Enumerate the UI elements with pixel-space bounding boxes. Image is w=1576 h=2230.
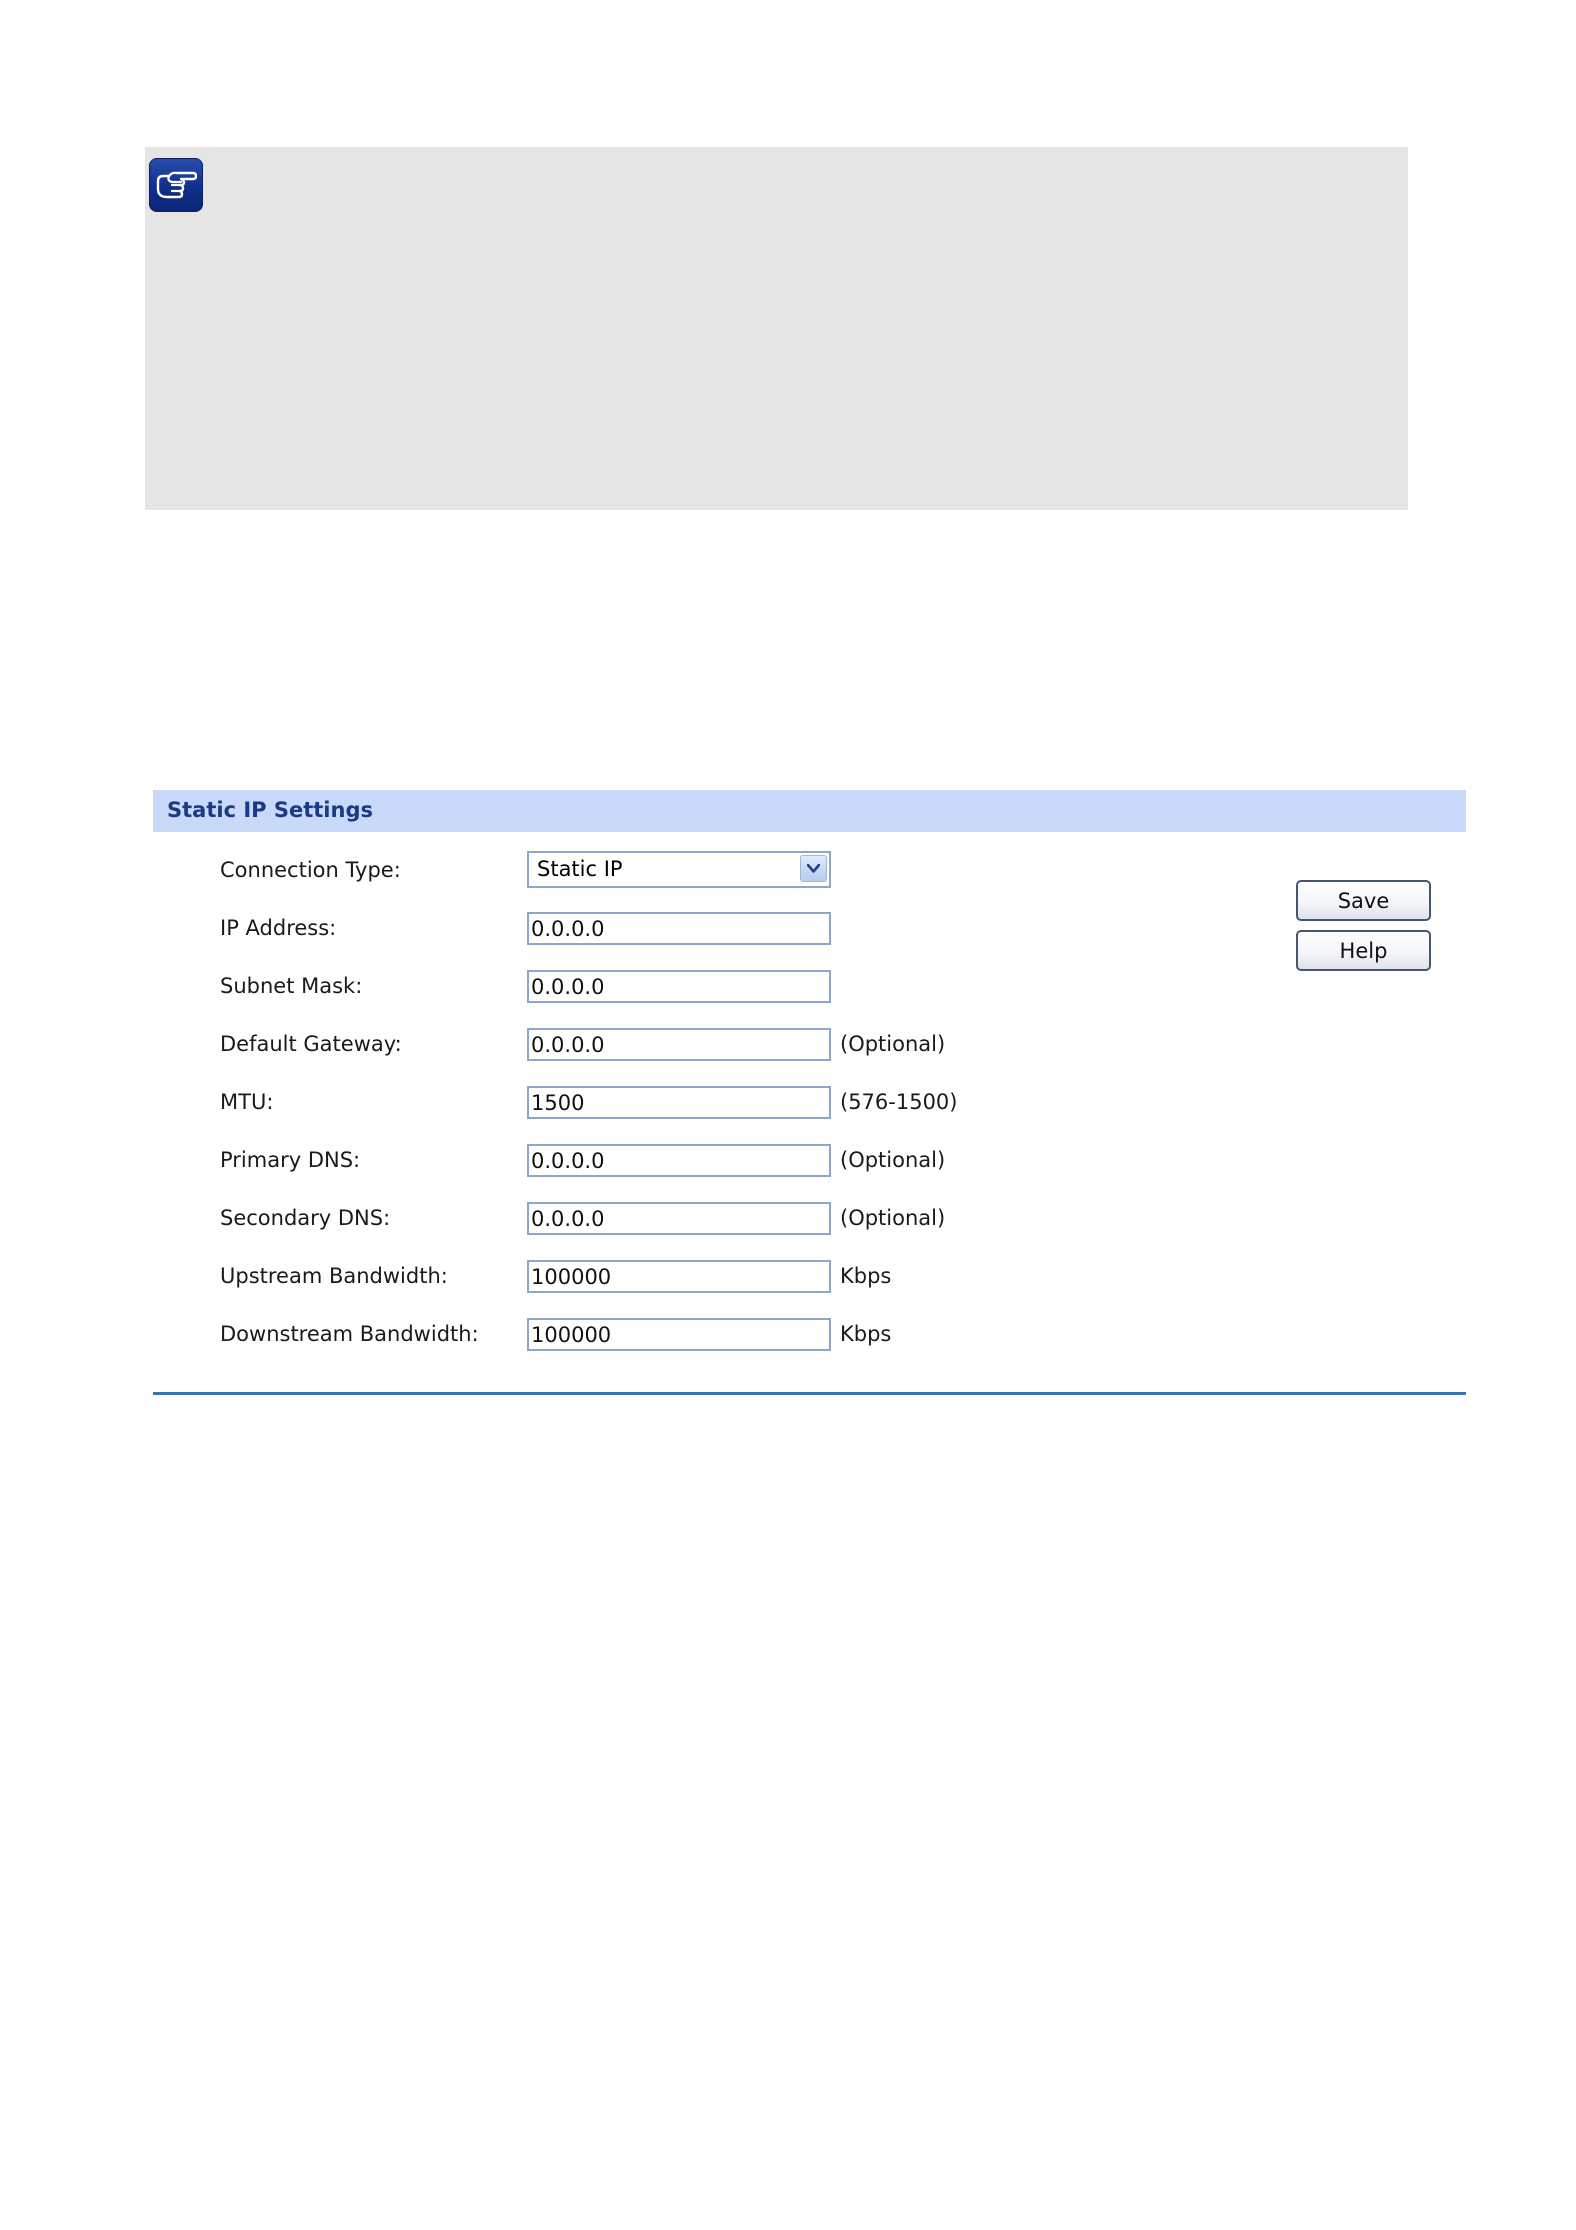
- subnet-mask-label: Subnet Mask:: [220, 974, 363, 998]
- ip-address-row: [220, 912, 1120, 946]
- upstream-bandwidth-unit: Kbps: [840, 1264, 892, 1288]
- mtu-input[interactable]: [527, 1086, 831, 1119]
- upstream-bandwidth-input[interactable]: [527, 1260, 831, 1293]
- secondary-dns-input[interactable]: [527, 1202, 831, 1235]
- subnet-mask-row: [220, 970, 1120, 1004]
- upstream-bandwidth-label: Upstream Bandwidth:: [220, 1264, 448, 1288]
- note-box: [145, 147, 1408, 510]
- downstream-bandwidth-row: [220, 1318, 1120, 1352]
- primary-dns-input[interactable]: [527, 1144, 831, 1177]
- upstream-bandwidth-row: [220, 1260, 1120, 1294]
- connection-type-value: Static IP: [537, 857, 623, 881]
- mtu-row: [220, 1086, 1120, 1120]
- downstream-bandwidth-unit: Kbps: [840, 1322, 892, 1346]
- connection-type-label: Connection Type:: [220, 858, 401, 882]
- connection-type-row: [220, 854, 1120, 888]
- save-button[interactable]: Save: [1296, 880, 1431, 921]
- ip-address-label: IP Address:: [220, 916, 337, 940]
- panel-bottom-divider: [153, 1392, 1466, 1395]
- default-gateway-label: Default Gateway:: [220, 1032, 402, 1056]
- downstream-bandwidth-label: Downstream Bandwidth:: [220, 1322, 479, 1346]
- chevron-down-icon[interactable]: [800, 855, 827, 882]
- secondary-dns-hint: (Optional): [840, 1206, 946, 1230]
- mtu-label: MTU:: [220, 1090, 274, 1114]
- ip-address-input[interactable]: [527, 912, 831, 945]
- subnet-mask-input[interactable]: [527, 970, 831, 1003]
- pointing-hand-icon: [149, 158, 203, 212]
- primary-dns-label: Primary DNS:: [220, 1148, 361, 1172]
- default-gateway-input[interactable]: [527, 1028, 831, 1061]
- mtu-range-hint: (576-1500): [840, 1090, 958, 1114]
- default-gateway-hint: (Optional): [840, 1032, 946, 1056]
- static-ip-settings-panel: [153, 790, 1466, 1398]
- downstream-bandwidth-input[interactable]: [527, 1318, 831, 1351]
- default-gateway-row: [220, 1028, 1120, 1062]
- primary-dns-row: [220, 1144, 1120, 1178]
- secondary-dns-row: [220, 1202, 1120, 1236]
- secondary-dns-label: Secondary DNS:: [220, 1206, 391, 1230]
- help-button[interactable]: Help: [1296, 930, 1431, 971]
- panel-header: [153, 790, 1466, 832]
- primary-dns-hint: (Optional): [840, 1148, 946, 1172]
- connection-type-select[interactable]: [527, 851, 831, 888]
- panel-title: Static IP Settings: [167, 798, 373, 822]
